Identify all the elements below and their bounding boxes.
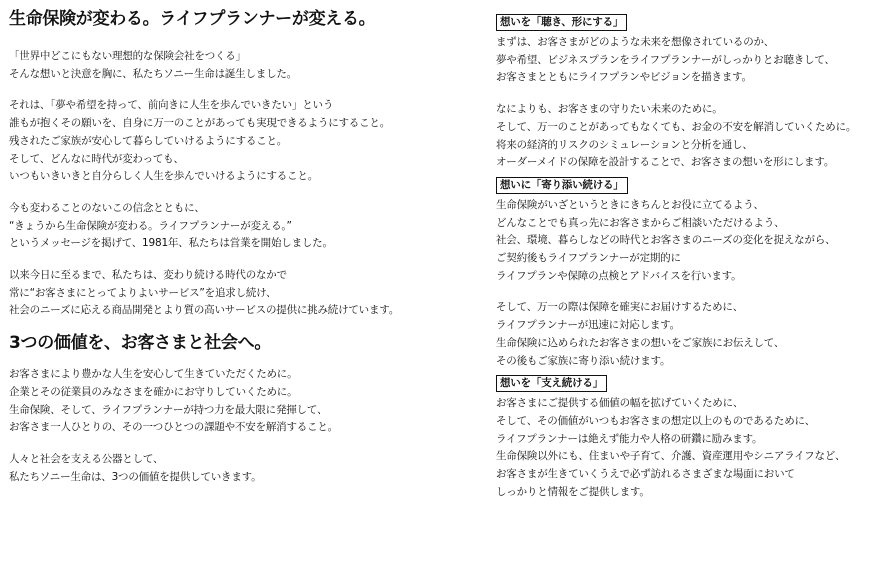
text-line: まずは、お客さまがどのような未来を想像されているのか、 xyxy=(496,36,775,48)
text-line: 私たちソニー生命は、3つの価値を提供していきます。 xyxy=(9,470,262,483)
text-line: 以来今日に至るまで、私たちは、変わり続ける時代のなかで xyxy=(9,269,287,282)
text-line: オーダーメイドの保障を設計することで、お客さまの想いを形にします。 xyxy=(496,156,835,169)
tag-stay-close: 想いに「寄り添い続ける」 xyxy=(496,177,628,194)
paragraph-message xyxy=(9,200,479,253)
paragraph-public-institution xyxy=(9,451,479,486)
text-line: 誰もが抱くその願いを、自身に万一のことがあっても実現できるようにすること。 xyxy=(9,117,390,130)
text-line: というメッセージを掲げて、1981年、私たちは営業を開始しました。 xyxy=(9,237,333,250)
tag-keep-supporting: 想いを「支え続ける」 xyxy=(496,375,607,392)
paragraph-mission xyxy=(9,97,479,186)
paragraph-listen xyxy=(496,34,881,87)
right-column xyxy=(496,10,881,501)
paragraph-emergency xyxy=(496,299,881,370)
text-line: その後もご家族に寄り添い続けます。 xyxy=(496,354,671,367)
text-line: 今も変わることのないこの信念とともに、 xyxy=(9,201,205,214)
text-line: どんなことでも真っ先にお客さまからご相談いただけるよう、 xyxy=(496,216,785,229)
left-column xyxy=(9,8,479,486)
text-line: 残されたご家族が安心して暮らしていけるようにすること。 xyxy=(9,134,288,147)
text-line: そんな想いと決意を胸に、私たちソニー生命は誕生しました。 xyxy=(9,67,297,80)
text-line: いつもいきいきと自分らしく人生を歩んでいけるようにすること。 xyxy=(9,170,318,183)
paragraph-founding xyxy=(9,48,479,83)
paragraph-stay-close xyxy=(496,197,881,286)
text-line: 「世界中どこにもない理想的な保険会社をつくる」 xyxy=(9,50,246,62)
text-line: 社会、環境、暮らしなどの時代とお客さまのニーズの変化を捉えながら、 xyxy=(496,234,836,247)
heading-three-values: 3つの価値を、お客さまと社会へ。 xyxy=(9,333,272,354)
text-line: しっかりと情報をご提供します。 xyxy=(496,485,650,498)
paragraph-history xyxy=(9,267,479,320)
text-line: そして、万一の際は保障を確実にお届けするために、 xyxy=(496,301,743,314)
paragraph-shape xyxy=(496,101,881,172)
text-line: ライフプランナーが迅速に対応します。 xyxy=(496,319,680,332)
text-line: ライフプランナーは絶えず能力や人格の研鑽に励みます。 xyxy=(496,432,763,445)
text-line: ライフプランや保障の点検とアドバイスを行います。 xyxy=(496,269,742,282)
text-line: お客さま一人ひとりの、その一つひとつの課題や不安を解消すること。 xyxy=(9,421,338,434)
text-line: それは、「夢や希望を持って、前向きに人生を歩んでいきたい」という xyxy=(9,99,334,112)
text-line: そして、その価値がいつもお客さまの想定以上のものであるために、 xyxy=(496,414,816,427)
text-line: 将来の経済的リスクのシミュレーションと分析を通し、 xyxy=(496,138,753,151)
text-line: ご契約後もライフプランナーが定期的に xyxy=(496,252,681,265)
tag-listen-and-shape: 想いを「聴き、形にする」 xyxy=(496,14,627,31)
text-line: 社会のニーズに応える商品開発とより質の高いサービスの提供に挑み続けています。 xyxy=(9,304,400,317)
paragraph-support xyxy=(496,395,881,501)
text-line: そして、万一のことがあってもなくても、お金の不安を解消していくために。 xyxy=(496,120,857,133)
text-line: お客さまにより豊かな人生を安心して生きていただくために。 xyxy=(9,368,298,381)
text-line: なによりも、お客さまの守りたい未来のために。 xyxy=(496,103,723,116)
text-line: 人々と社会を支える公器として、 xyxy=(9,452,164,465)
text-line: お客さまが生きていくうえで必ず訪れるさまざまな場面において xyxy=(496,468,795,481)
text-line: お客さまにご提供する価値の幅を拡げていくために、 xyxy=(496,397,744,410)
paragraph-values xyxy=(9,366,479,437)
text-line: お客さまとともにライフプランやビジョンを描きます。 xyxy=(496,71,752,84)
text-line: 生命保険、そして、ライフプランナーが持つ力を最大限に発揮して、 xyxy=(9,403,328,416)
text-line: 常に“お客さまにとってよりよいサービス”を追求し続け、 xyxy=(9,286,277,299)
text-line: “きょうから生命保険が変わる。ライフプランナーが変える。” xyxy=(9,219,292,232)
heading-life-insurance-changes: 生命保険が変わる。ライフプランナーが変える。 xyxy=(9,9,376,29)
text-line: 企業とその従業員のみなさまを確かにお守りしていくために。 xyxy=(9,385,298,398)
text-line: 生命保険に込められたお客さまの想いをご家族にお伝えして、 xyxy=(496,336,785,349)
text-line: 生命保険以外にも、住まいや子育て、介護、資産運用やシニアライフなど、 xyxy=(496,450,846,463)
text-line: 夢や希望、ビジネスプランをライフプランナーがしっかりとお聴きして、 xyxy=(496,53,835,66)
text-line: そして、どんなに時代が変わっても、 xyxy=(9,152,184,165)
text-line: 生命保険がいざというときにきちんとお役に立てるよう、 xyxy=(496,198,764,211)
